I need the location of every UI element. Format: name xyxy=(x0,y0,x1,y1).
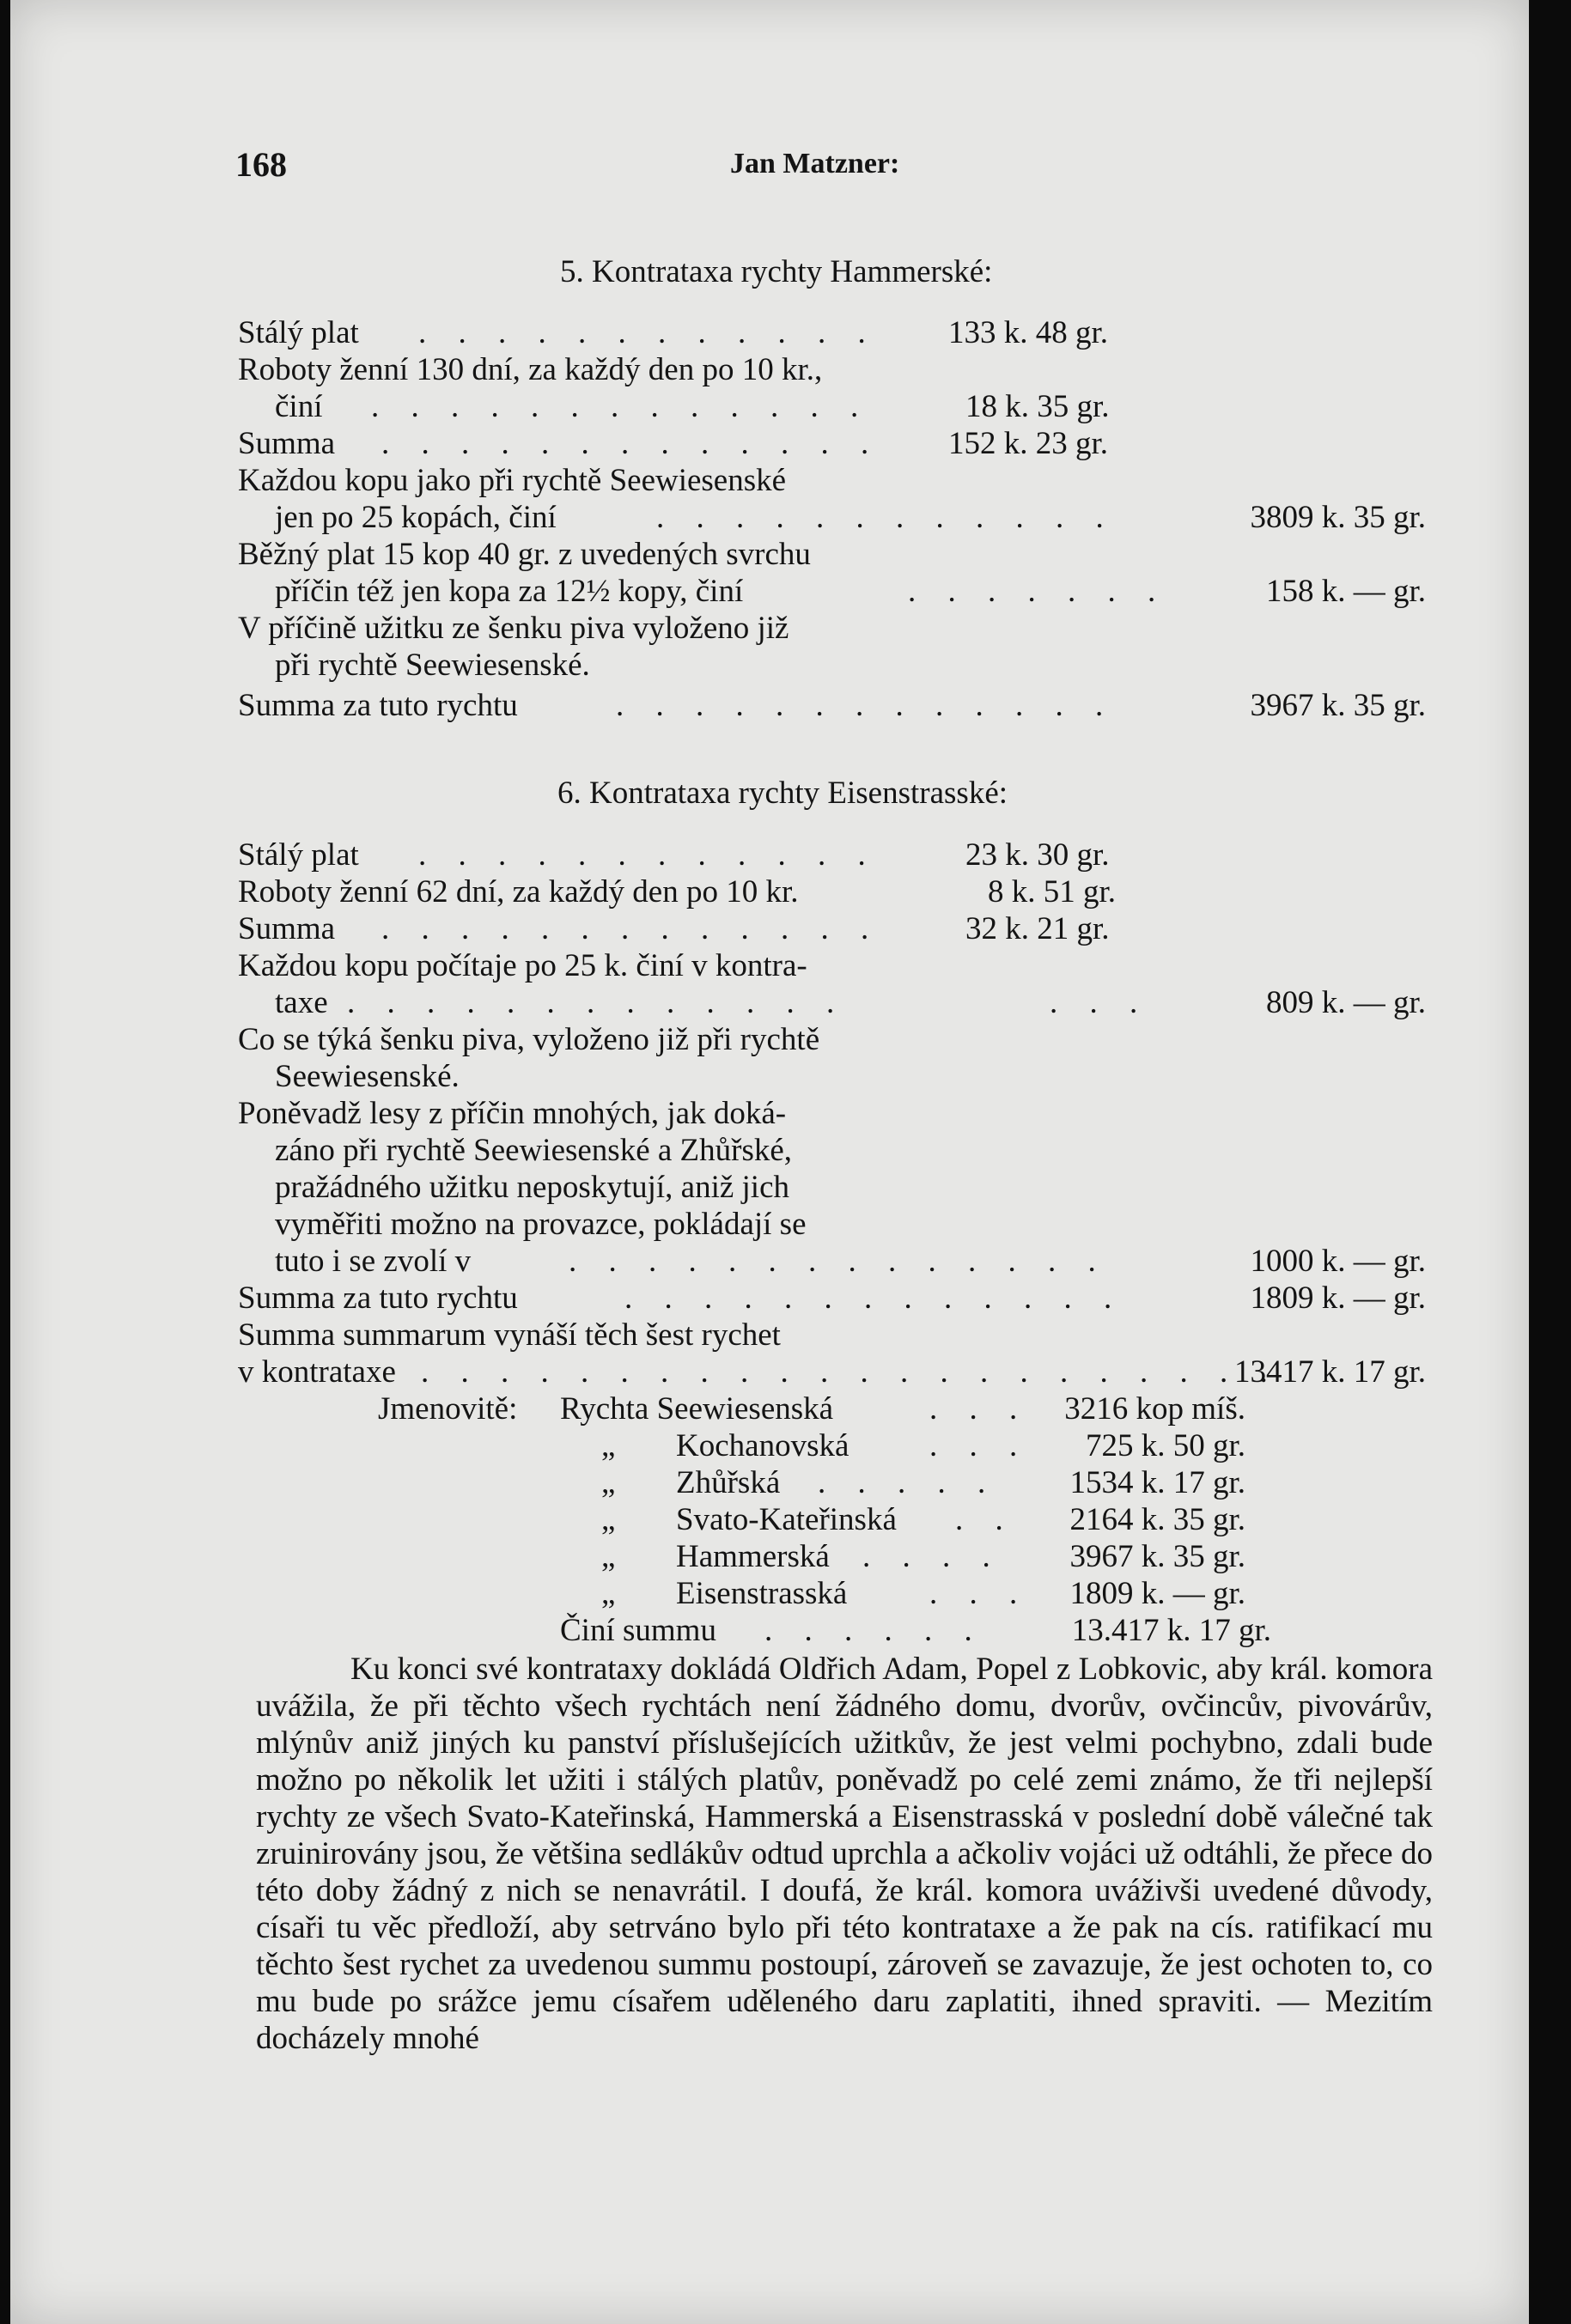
table-row: Roboty ženní 130 dní, za každý den po 10 kr., xyxy=(238,352,823,387)
page-number: 168 xyxy=(235,145,287,184)
table-row: záno při rychtě Seewiesenské a Zhůřské, xyxy=(275,1133,793,1168)
table-row: Co se týká šenku piva, vyloženo již při rychtě xyxy=(238,1022,820,1057)
table-row: V příčině užitku ze šenku piva vyloženo již xyxy=(238,611,789,646)
table-row: vyměřiti možno na provazce, pokládají se xyxy=(275,1207,807,1242)
table-row: Běžný plat 15 kop 40 gr. z uvedených svrchu xyxy=(238,537,811,572)
table-row: Summa za tuto rychtu . . . . . . . . . . . . . 1809 k. — gr. xyxy=(238,1281,1426,1316)
table-row: Poněvadž lesy z příčin mnohých, jak doká- xyxy=(238,1096,787,1131)
running-header xyxy=(10,144,1529,196)
section-5-title: 5. Kontrataxa rychty Hammerské: xyxy=(560,254,993,289)
table-row: Summa za tuto rychtu . . . . . . . . . . . . . 3967 k. 35 gr. xyxy=(238,688,1426,723)
list-item: „ Eisenstrasská . . . 1809 k. — gr. xyxy=(601,1576,1245,1611)
table-row: činí . . . . . . . . . . . . . 18 k. 35 gr. xyxy=(275,389,1110,424)
list-item: „ Zhůřská . . . . . 1534 k. 17 gr. xyxy=(601,1465,1245,1500)
running-title: Jan Matzner: xyxy=(730,148,900,179)
table-row: taxe . . . . . . . . . . . . . . . . 809 k. — gr. xyxy=(275,985,1426,1020)
table-row: pražádného užitku neposkytují, aniž jich xyxy=(275,1170,790,1205)
table-row: v kontrataxe . . . . . . . . . . . . . . . . . . . . . . 13417 k. 17 gr. xyxy=(238,1354,1426,1390)
table-row: Roboty ženní 62 dní, za každý den po 10 kr. 8 k. 51 gr. xyxy=(238,874,1117,910)
table-row: Summa . . . . . . . . . . . . . 32 k. 21 gr. xyxy=(238,911,1110,946)
table-row: Seewiesenské. xyxy=(275,1059,460,1094)
table-row: Stálý plat . . . . . . . . . . . . 133 k. 48 gr. xyxy=(238,315,1109,350)
table-row: Stálý plat . . . . . . . . . . . . 23 k. 30 gr. xyxy=(238,837,1110,873)
list-item: „ Kochanovská . . . 725 k. 50 gr. xyxy=(601,1428,1245,1463)
table-row: Každou kopu jako při rychtě Seewiesenské xyxy=(238,463,787,498)
body-paragraph: Ku konci své kontrataxy dokládá Oldřich Adam, Popel z Lobkovic, aby král. komora uvážila, že při těchto všech rychtách není žádného domu, dvorův, ovčincův, pivovárův, mlýnův aniž jiných ku panství příslušejících užitkův, že jest velmi pochybno, zdali bude možno po několik let užiti i stálých platův, poněvadž po celé zemi známo, že tři nejlepší rychty ze všech Svato-Kateřinská, Hammerská a Eisenstrasská v poslední době válečné tak zruinirovány jsou, že většina sedlákův odtud uprchla a ačkoliv vojáci už odtáhli, že přece do této doby žádný z nich se nenavrátil. I doufá, že král. komora uváživši uvedené důvody, císaři tu věc předloží, aby setrváno bylo při této kontrataxe a že pak na cís. ratifikací mu těchto šest rychet za uvedenou summu postoupí, zároveň se zavazuje, že jest ochoten to, co mu bude po srážce jemu císařem uděleného daru zaplatiti, ihned spraviti. — Mezitím docházely mnohé xyxy=(256,1652,1433,2056)
list-item: Činí summu . . . . . . 13.417 k. 17 gr. xyxy=(560,1613,1271,1648)
table-row: při rychtě Seewiesenské. xyxy=(275,648,590,683)
list-item: „ Svato-Kateřinská . . 2164 k. 35 gr. xyxy=(601,1502,1245,1537)
table-row: jen po 25 kopách, činí . . . . . . . . . . . . 3809 k. 35 gr. xyxy=(275,500,1426,535)
table-row: Každou kopu počítaje po 25 k. činí v kontra- xyxy=(238,948,807,983)
table-row: Summa . . . . . . . . . . . . . 152 k. 23 gr. xyxy=(238,426,1109,461)
table-row: tuto i se zvolí v . . . . . . . . . . . . . . 1000 k. — gr. xyxy=(275,1244,1426,1279)
table-row: příčin též jen kopa za 12½ kopy, činí . . . . . . . 158 k. — gr. xyxy=(275,574,1426,609)
list-item: Jmenovitě: Rychta Seewiesenská . . . 3216 kop míš. xyxy=(378,1391,1245,1427)
section-6-title: 6. Kontrataxa rychty Eisenstrasské: xyxy=(557,776,1008,811)
book-page xyxy=(10,0,1529,2324)
list-item: „ Hammerská . . . . 3967 k. 35 gr. xyxy=(601,1539,1245,1574)
table-row: Summa summarum vynáší těch šest rychet xyxy=(238,1317,781,1353)
